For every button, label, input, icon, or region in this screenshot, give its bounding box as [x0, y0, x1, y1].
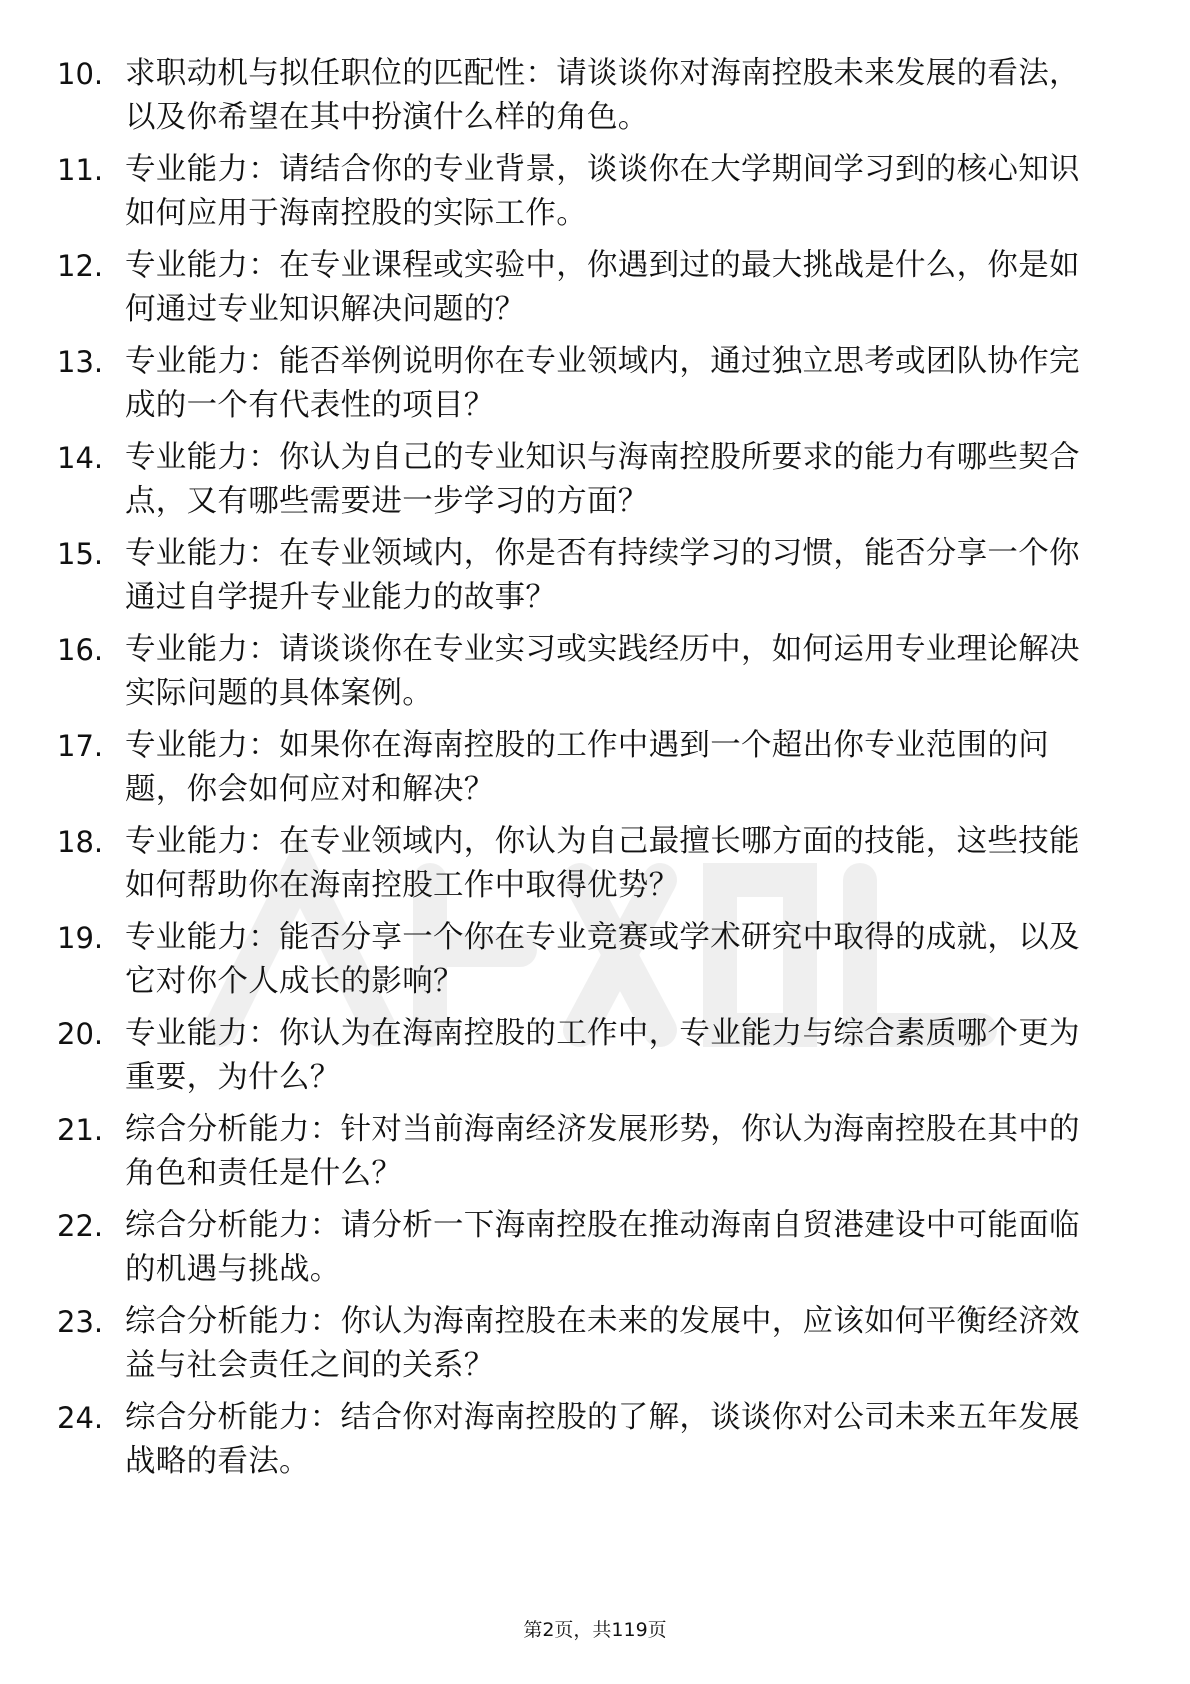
question-item	[57, 532, 1107, 628]
question-item	[57, 1204, 1107, 1300]
question-item	[57, 916, 1107, 1012]
question-item	[57, 148, 1107, 244]
question-item	[57, 244, 1107, 340]
question-text: 专业能力：在专业课程或实验中，你遇到过的最大挑战是什么，你是如何通过专业知识解决问题的？	[125, 248, 1080, 327]
question-text: 专业能力：能否分享一个你在专业竞赛或学术研究中取得的成就，以及它对你个人成长的影响？	[125, 920, 1080, 999]
question-text: 专业能力：在专业领域内，你认为自己最擅长哪方面的技能，这些技能如何帮助你在海南控股工作中取得优势？	[125, 824, 1080, 903]
question-item	[57, 1300, 1107, 1396]
question-number: 11.	[57, 153, 104, 187]
question-number: 12.	[57, 249, 104, 283]
question-number: 19.	[57, 921, 104, 955]
question-text: 专业能力：请谈谈你在专业实习或实践经历中，如何运用专业理论解决实际问题的具体案例。	[125, 632, 1080, 711]
question-item	[57, 436, 1107, 532]
question-item	[57, 724, 1107, 820]
question-number: 22.	[57, 1209, 104, 1243]
question-number: 13.	[57, 345, 104, 379]
question-text: 综合分析能力：结合你对海南控股的了解，谈谈你对公司未来五年发展战略的看法。	[125, 1400, 1080, 1479]
question-item	[57, 52, 1107, 148]
question-number: 18.	[57, 825, 104, 859]
question-number: 16.	[57, 633, 104, 667]
question-item	[57, 1396, 1107, 1492]
question-list	[57, 52, 1107, 1492]
question-number: 10.	[57, 57, 104, 91]
question-text: 综合分析能力：请分析一下海南控股在推动海南自贸港建设中可能面临的机遇与挑战。	[125, 1208, 1080, 1287]
question-number: 14.	[57, 441, 104, 475]
question-number: 24.	[57, 1401, 104, 1435]
question-text: 专业能力：在专业领域内，你是否有持续学习的习惯，能否分享一个你通过自学提升专业能力的故事？	[125, 536, 1080, 615]
question-item	[57, 1012, 1107, 1108]
question-item	[57, 1108, 1107, 1204]
question-number: 15.	[57, 537, 104, 571]
question-text: 专业能力：如果你在海南控股的工作中遇到一个超出你专业范围的问题，你会如何应对和解决？	[125, 728, 1049, 807]
question-text: 综合分析能力：针对当前海南经济发展形势，你认为海南控股在其中的角色和责任是什么？	[125, 1112, 1080, 1191]
question-text: 求职动机与拟任职位的匹配性：请谈谈你对海南控股未来发展的看法，以及你希望在其中扮演什么样的角色。	[125, 56, 1080, 135]
question-text: 专业能力：你认为在海南控股的工作中，专业能力与综合素质哪个更为重要，为什么？	[125, 1016, 1080, 1095]
question-item	[57, 628, 1107, 724]
question-text: 专业能力：请结合你的专业背景，谈谈你在大学期间学习到的核心知识如何应用于海南控股的实际工作。	[125, 152, 1080, 231]
question-text: 专业能力：你认为自己的专业知识与海南控股所要求的能力有哪些契合点，又有哪些需要进一步学习的方面？	[125, 440, 1080, 519]
question-item	[57, 820, 1107, 916]
question-number: 17.	[57, 729, 104, 763]
page-footer	[0, 1617, 1190, 1643]
question-text: 专业能力：能否举例说明你在专业领域内，通过独立思考或团队协作完成的一个有代表性的项目？	[125, 344, 1080, 423]
page-number-label: 第2页，共119页	[523, 1619, 667, 1641]
question-number: 23.	[57, 1305, 104, 1339]
question-number: 21.	[57, 1113, 104, 1147]
question-number: 20.	[57, 1017, 104, 1051]
question-item	[57, 340, 1107, 436]
question-text: 综合分析能力：你认为海南控股在未来的发展中，应该如何平衡经济效益与社会责任之间的关系？	[125, 1304, 1080, 1383]
